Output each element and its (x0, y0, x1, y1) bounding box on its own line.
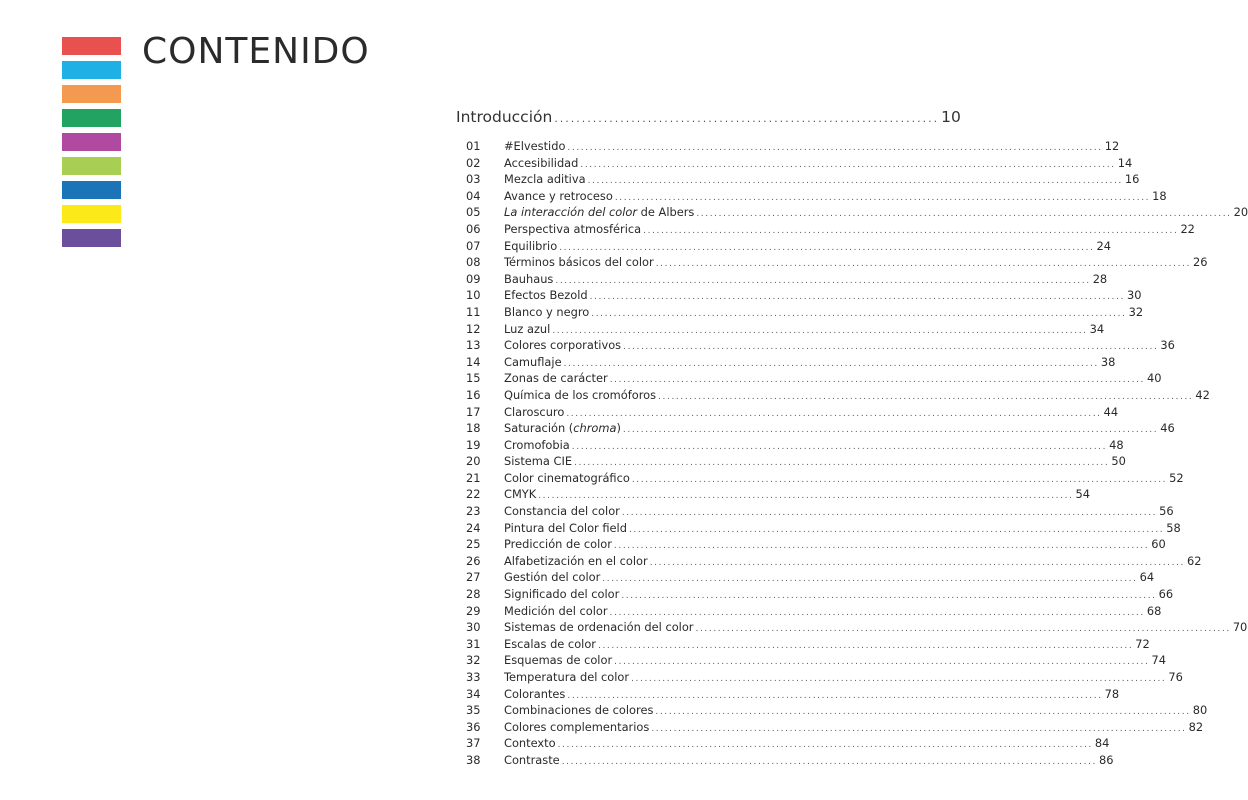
table-of-contents (456, 104, 1248, 769)
toc-entry-title: Cromofobia (504, 437, 570, 452)
toc-dot-leader: ........................................................................................................................ (557, 740, 1093, 751)
toc-introduction-row[interactable] (456, 104, 961, 130)
toc-entry-row[interactable] (456, 188, 1167, 205)
toc-entry-number: 35 (466, 703, 481, 718)
toc-entry-page: 26 (1193, 255, 1208, 270)
toc-entry-page: 20 (1233, 205, 1248, 220)
toc-dot-leader: ........................................................................................................................ (574, 458, 1110, 469)
toc-dot-leader: ........................................................................................................................ (559, 242, 1095, 253)
toc-entry-row[interactable] (456, 204, 1248, 221)
toc-entry-number: 33 (466, 670, 481, 684)
toc-dot-leader: ........................................................................................................................ (622, 425, 1159, 436)
toc-dot-leader: ........................................................................................................................ (563, 358, 1099, 369)
toc-dot-leader: ........................................................................................................................ (631, 474, 1168, 485)
toc-entry-number: 37 (466, 736, 481, 751)
toc-dot-leader: ........................................................................................................................ (561, 756, 1097, 767)
toc-entry-row[interactable] (456, 271, 1108, 288)
toc-entry-row[interactable] (456, 553, 1202, 570)
toc-entry-title: Medición del color (504, 603, 608, 618)
color-swatch (62, 229, 121, 247)
toc-entry-title: Temperatura del color (504, 670, 630, 684)
toc-dot-leader: ........................................................................................................................ (580, 159, 1116, 170)
toc-entry-page: 70 (1232, 620, 1248, 635)
toc-introduction-page: 10 (941, 108, 961, 126)
toc-entry-page: 68 (1146, 603, 1162, 618)
color-swatch (62, 61, 121, 79)
color-swatch (62, 37, 121, 55)
toc-entry-page: 52 (1169, 470, 1184, 485)
toc-entry-row[interactable] (456, 453, 1126, 470)
toc-entry-title: Avance y retroceso (504, 188, 613, 203)
toc-entry-page: 82 (1188, 719, 1204, 734)
toc-entry-title: Blanco y negro (504, 304, 590, 319)
toc-dot-leader: ........................................................................................................................ (631, 674, 1167, 684)
toc-introduction-label: Introducción (456, 108, 553, 126)
toc-entry-title-italic: chroma (573, 421, 617, 436)
toc-entry-title: Accesibilidad (504, 155, 579, 170)
toc-dot-leader: ........................................................................................................................ (602, 574, 1138, 585)
toc-entry-row[interactable] (456, 569, 1155, 586)
toc-entry-page: 34 (1089, 321, 1105, 336)
toc-entry-row[interactable] (456, 686, 1120, 703)
toc-entry-number: 29 (466, 603, 481, 618)
toc-entry-page: 40 (1147, 371, 1162, 386)
toc-entry-number: 21 (466, 470, 481, 485)
toc-entry-row[interactable] (456, 354, 1116, 371)
toc-entry-title: Predicción de color (504, 537, 612, 552)
toc-entry-list (456, 138, 1248, 769)
toc-entry-row[interactable] (456, 387, 1210, 404)
toc-dot-leader: ........................................................................................................................ (643, 225, 1179, 236)
toc-entry-title: Colores complementarios (504, 719, 650, 734)
toc-dot-leader: ........................................................................................................................ (613, 541, 1150, 552)
toc-entry-number: 05 (466, 205, 481, 220)
toc-entry-row[interactable] (456, 603, 1162, 620)
toc-entry-number: 30 (466, 620, 481, 635)
toc-entry-page: 22 (1180, 221, 1195, 236)
toc-entry-page: 54 (1075, 487, 1091, 502)
toc-entry-row[interactable] (456, 752, 1114, 769)
toc-entry-page: 38 (1100, 354, 1116, 369)
toc-entry-number: 18 (466, 421, 481, 436)
toc-entry-row[interactable] (456, 138, 1120, 155)
toc-dot-leader: ........................................................................................................................ (567, 690, 1103, 701)
toc-entry-title: Sistema CIE (504, 454, 573, 469)
color-swatch (62, 181, 121, 199)
toc-dot-leader: ........................................................................................................................ (623, 342, 1159, 353)
toc-entry-page: 84 (1094, 736, 1110, 751)
toc-entry-row[interactable] (456, 437, 1124, 454)
toc-entry-page: 80 (1192, 703, 1208, 718)
toc-dot-leader: ........................................................................................................................ (614, 192, 1151, 203)
toc-entry-number: 32 (466, 653, 481, 668)
toc-dot-leader: ...................................................................... (554, 112, 940, 125)
toc-entry-title: Colorantes (504, 686, 566, 701)
toc-entry-row[interactable] (456, 321, 1105, 338)
toc-entry-title-suffix: ) (616, 421, 621, 436)
toc-entry-title: Esquemas de color (504, 653, 613, 668)
toc-entry-number: 09 (466, 271, 481, 286)
toc-dot-leader: ........................................................................................................................ (555, 275, 1091, 286)
toc-entry-number: 25 (466, 537, 481, 552)
toc-entry-number: 22 (466, 487, 481, 502)
toc-entry-page: 74 (1151, 653, 1166, 668)
toc-entry-number: 27 (466, 570, 481, 585)
toc-entry-row[interactable] (456, 669, 1183, 686)
toc-dot-leader: ........................................................................................................................ (695, 624, 1231, 635)
toc-entry-row[interactable] (456, 735, 1110, 752)
toc-entry-title-italic: La interacción del color (504, 205, 638, 220)
toc-entry-title: Bauhaus (504, 271, 554, 286)
toc-entry-title: Claroscuro (504, 404, 565, 419)
toc-entry-row[interactable] (456, 470, 1184, 487)
toc-entry-number: 14 (466, 354, 481, 369)
color-swatch (62, 157, 121, 175)
toc-entry-page: 72 (1135, 636, 1150, 651)
toc-entry-number: 28 (466, 587, 481, 602)
toc-entry-row[interactable] (456, 652, 1166, 669)
toc-entry-row[interactable] (456, 702, 1208, 719)
toc-dot-leader: ........................................................................................................................ (651, 723, 1187, 734)
toc-entry-page: 48 (1109, 437, 1124, 452)
toc-entry-title: Constancia del color (504, 504, 620, 519)
toc-entry-number: 10 (466, 288, 481, 303)
toc-entry-number: 17 (466, 404, 481, 419)
toc-entry-row[interactable] (456, 171, 1140, 188)
toc-entry-title: Mezcla aditiva (504, 172, 586, 187)
toc-dot-leader: ........................................................................................................................ (696, 209, 1232, 220)
toc-entry-title: Sistemas de ordenación del color (504, 620, 694, 635)
toc-entry-title: Equilibrio (504, 238, 558, 253)
toc-entry-row[interactable] (456, 221, 1195, 238)
toc-entry-page: 50 (1111, 454, 1126, 469)
toc-entry-number: 08 (466, 255, 481, 270)
toc-dot-leader: ........................................................................................................................ (649, 557, 1186, 568)
toc-entry-title: Escalas de color (504, 636, 596, 651)
toc-entry-number: 16 (466, 387, 481, 402)
page-title: CONTENIDO (142, 31, 370, 72)
toc-entry-number: 31 (466, 636, 481, 651)
toc-entry-title: Color cinematográfico (504, 470, 630, 485)
toc-entry-page: 28 (1092, 271, 1108, 286)
toc-entry-row[interactable] (456, 155, 1133, 172)
toc-dot-leader: ........................................................................................................................ (567, 143, 1103, 153)
toc-entry-page: 76 (1168, 670, 1183, 684)
toc-entry-page: 66 (1158, 587, 1174, 602)
toc-entry-page: 58 (1166, 520, 1181, 535)
toc-entry-number: 04 (466, 188, 481, 203)
toc-dot-leader: ........................................................................................................................ (621, 591, 1157, 602)
toc-entry-title: Contraste (504, 752, 560, 767)
toc-entry-number: 38 (466, 752, 481, 767)
color-swatch-column (62, 37, 121, 253)
toc-entry-row[interactable] (456, 238, 1112, 255)
toc-entry-title: Luz azul (504, 321, 551, 336)
toc-entry-title: Camuflaje (504, 354, 562, 369)
toc-entry-number: 03 (466, 172, 481, 187)
toc-entry-row[interactable] (456, 287, 1142, 304)
toc-dot-leader: ........................................................................................................................ (552, 325, 1088, 336)
toc-entry-title: Contexto (504, 736, 556, 751)
toc-entry-title: Zonas de carácter (504, 371, 608, 386)
toc-entry-number: 19 (466, 437, 481, 452)
toc-entry-title: Pintura del Color field (504, 520, 627, 535)
toc-entry-title (504, 420, 621, 437)
toc-entry-row[interactable] (456, 404, 1119, 421)
toc-entry-page: 36 (1160, 338, 1175, 353)
toc-entry-number: 26 (466, 553, 481, 568)
toc-entry-title: CMYK (504, 487, 537, 502)
toc-entry-row[interactable] (456, 370, 1162, 387)
toc-entry-row[interactable] (456, 486, 1091, 503)
toc-entry-title: Gestión del color (504, 570, 601, 585)
toc-entry-number: 01 (466, 139, 481, 153)
toc-dot-leader: ........................................................................................................................ (609, 607, 1145, 618)
toc-entry-row[interactable] (456, 636, 1150, 653)
toc-entry-page: 30 (1126, 288, 1142, 303)
toc-entry-number: 06 (466, 221, 481, 236)
toc-dot-leader: ........................................................................................................................ (589, 292, 1125, 303)
toc-entry-page: 64 (1139, 570, 1155, 585)
toc-entry-page: 62 (1187, 553, 1202, 568)
toc-entry-title: #Elvestido (504, 139, 566, 153)
toc-entry-page: 44 (1103, 404, 1119, 419)
toc-entry-title: Términos básicos del color (504, 255, 654, 270)
toc-entry-page: 18 (1152, 188, 1167, 203)
toc-entry-title: Significado del color (504, 587, 620, 602)
toc-dot-leader: ........................................................................................................................ (587, 176, 1123, 187)
toc-entry-number: 24 (466, 520, 481, 535)
toc-entry-page: 32 (1128, 304, 1144, 319)
toc-entry-title-suffix: de Albers (637, 205, 695, 220)
toc-entry-number: 34 (466, 686, 481, 701)
toc-entry-page: 24 (1096, 238, 1112, 253)
toc-entry-row[interactable] (456, 304, 1144, 321)
toc-entry-page: 46 (1160, 421, 1175, 436)
toc-dot-leader: ........................................................................................................................ (658, 391, 1194, 402)
toc-entry-row[interactable] (456, 337, 1175, 354)
toc-dot-leader: ........................................................................................................................ (571, 441, 1108, 452)
toc-dot-leader: ........................................................................................................................ (655, 259, 1191, 270)
toc-entry-page: 42 (1195, 387, 1210, 402)
toc-entry-page: 14 (1117, 155, 1133, 170)
toc-dot-leader: ........................................................................................................................ (609, 375, 1146, 386)
toc-dot-leader: ........................................................................................................................ (538, 491, 1074, 502)
toc-entry-number: 36 (466, 719, 481, 734)
toc-entry-row[interactable] (456, 619, 1248, 636)
toc-dot-leader: ........................................................................................................................ (621, 508, 1158, 519)
toc-entry-number: 11 (466, 304, 481, 319)
toc-dot-leader: ........................................................................................................................ (597, 640, 1134, 651)
toc-entry-row[interactable] (456, 420, 1175, 437)
toc-entry-title: Combinaciones de colores (504, 703, 654, 718)
toc-entry-page: 78 (1104, 686, 1120, 701)
toc-dot-leader: ........................................................................................................................ (628, 524, 1165, 535)
toc-entry-row[interactable] (456, 503, 1174, 520)
toc-entry-number: 02 (466, 155, 481, 170)
toc-entry-page: 86 (1099, 752, 1114, 767)
toc-entry-row[interactable] (456, 520, 1181, 537)
toc-entry-number: 20 (466, 454, 481, 469)
toc-entry-page: 60 (1151, 537, 1166, 552)
toc-entry-row[interactable] (456, 586, 1174, 603)
toc-dot-leader: ........................................................................................................................ (655, 707, 1191, 718)
toc-entry-page: 56 (1159, 504, 1174, 519)
toc-entry-page: 12 (1104, 139, 1120, 153)
toc-entry-number: 07 (466, 238, 481, 253)
toc-entry-title-prefix: Saturación ( (504, 421, 574, 436)
color-swatch (62, 109, 121, 127)
toc-entry-title: Perspectiva atmosférica (504, 221, 642, 236)
color-swatch (62, 133, 121, 151)
color-swatch (62, 85, 121, 103)
toc-entry-page: 16 (1124, 172, 1140, 187)
toc-entry-title: Colores corporativos (504, 338, 622, 353)
toc-entry-title: Química de los cromóforos (504, 387, 657, 402)
toc-entry-title: Alfabetización en el color (504, 553, 648, 568)
toc-dot-leader: ........................................................................................................................ (591, 308, 1127, 319)
toc-dot-leader: ........................................................................................................................ (566, 408, 1102, 419)
toc-entry-title (504, 204, 694, 221)
toc-entry-number: 13 (466, 338, 481, 353)
toc-entry-row[interactable] (456, 536, 1166, 553)
toc-entry-number: 23 (466, 504, 481, 519)
toc-entry-number: 12 (466, 321, 481, 336)
toc-entry-row[interactable] (456, 719, 1204, 736)
toc-dot-leader: ........................................................................................................................ (614, 657, 1150, 668)
toc-entry-title: Efectos Bezold (504, 288, 588, 303)
toc-entry-number: 15 (466, 371, 481, 386)
color-swatch (62, 205, 121, 223)
toc-entry-row[interactable] (456, 254, 1208, 271)
